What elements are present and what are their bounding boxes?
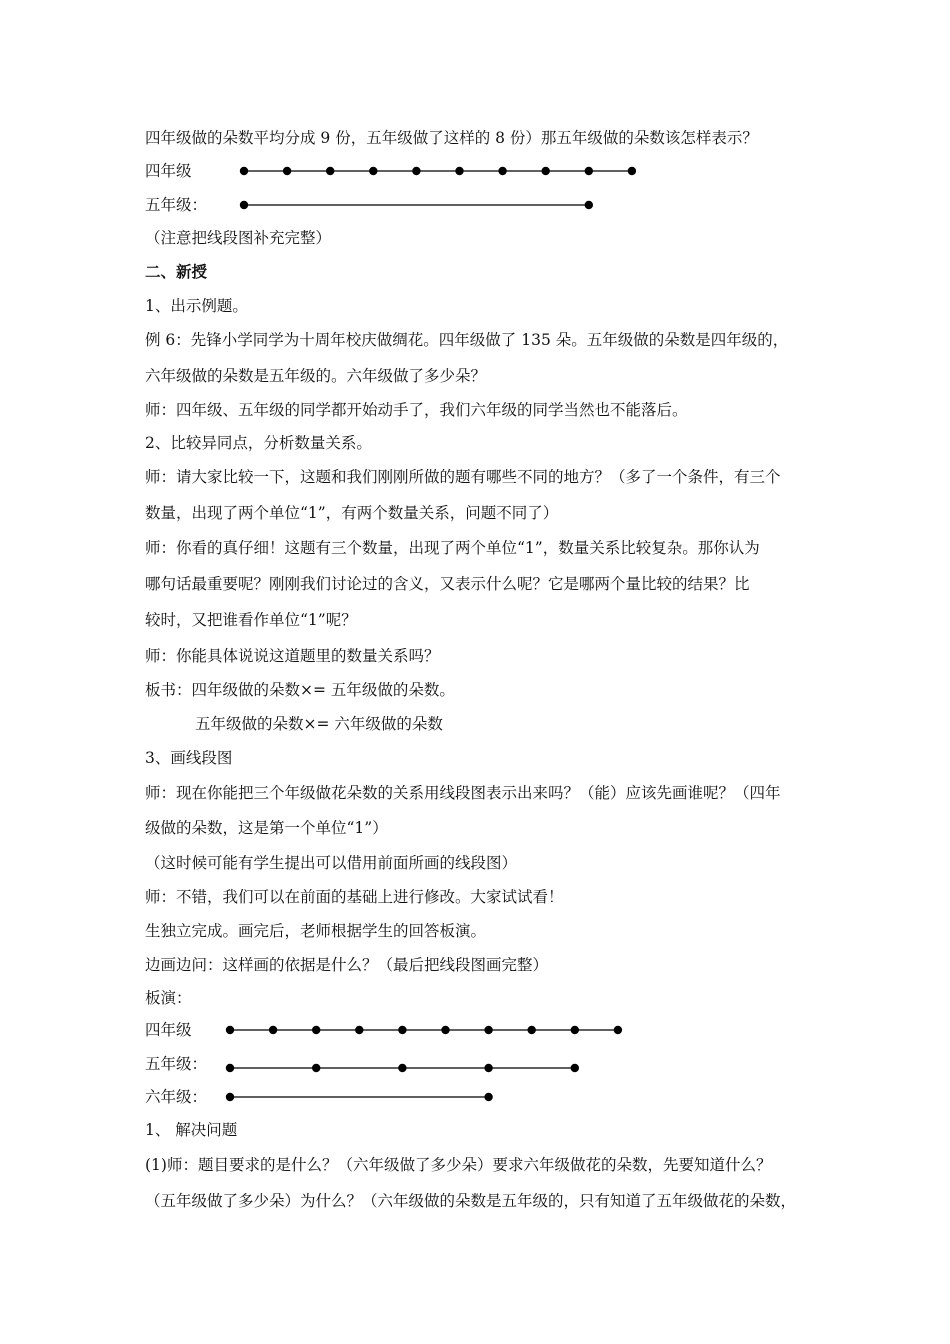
section-heading: 二、新授 bbox=[145, 262, 208, 281]
diagram2-fourth-dot bbox=[571, 1026, 579, 1034]
paragraph-line: 师：你看的真仔细！这题有三个数量，出现了两个单位“1”，数量关系比较复杂。那你认为 bbox=[145, 539, 760, 557]
paragraph-line: 板演： bbox=[145, 989, 192, 1007]
paragraph-line: (1)师：题目要求的是什么？（六年级做了多少朵）要求六年级做花的朵数，先要知道什么？ bbox=[145, 1156, 772, 1174]
diagram2-fourth-dot bbox=[355, 1026, 363, 1034]
paragraph-line: 师：现在你能把三个年级做花朵数的关系用线段图表示出来吗？（能）应该先画谁呢？（四年 bbox=[145, 784, 781, 802]
diagram2-label-fourth: 四年级 bbox=[145, 1021, 192, 1039]
step-heading: 2、比较异同点，分析数量关系。 bbox=[145, 434, 372, 452]
paragraph-line: 师：四年级、五年级的同学都开始动手了，我们六年级的同学当然也不能落后。 bbox=[145, 401, 688, 419]
note-line: （注意把线段图补充完整） bbox=[145, 229, 332, 247]
diagram2-label-sixth: 六年级： bbox=[145, 1088, 208, 1106]
step-heading: 1、出示例题。 bbox=[145, 297, 248, 315]
diagram2-fourth-dot bbox=[398, 1026, 406, 1034]
board-line: 五年级做的朵数×= 六年级做的朵数 bbox=[195, 715, 443, 733]
paragraph-line: 边画边问：这样画的依据是什么？（最后把线段图画完整） bbox=[145, 956, 549, 974]
diagram2-fourth-dot bbox=[614, 1026, 622, 1034]
step-heading: 1、 解决问题 bbox=[145, 1121, 238, 1139]
paragraph-line: 哪句话最重要呢？刚刚我们讨论过的含义，又表示什么呢？它是哪两个量比较的结果？比 bbox=[145, 575, 750, 593]
diagram2-fourth-dot bbox=[226, 1026, 234, 1034]
diagram2-fifth-dot bbox=[226, 1064, 234, 1072]
paragraph-line: 数量，出现了两个单位“1”，有两个数量关系，问题不同了） bbox=[145, 504, 559, 522]
diagram2-fifth-dot bbox=[312, 1064, 320, 1072]
example-line: 六年级做的朵数是五年级的。六年级做了多少朵？ bbox=[145, 367, 487, 385]
paragraph-line: 较时，又把谁看作单位“1”呢？ bbox=[145, 611, 357, 629]
diagram2-sixth-dot bbox=[226, 1093, 234, 1101]
diagram2-fifth-dot bbox=[398, 1064, 406, 1072]
diagram2-fourth-dot bbox=[528, 1026, 536, 1034]
paragraph-line: 四年级做的朵数平均分成 9 份，五年级做了这样的 8 份）那五年级做的朵数该怎样表示？ bbox=[145, 129, 758, 147]
diagram2-sixth-dot bbox=[484, 1093, 492, 1101]
diagram2-fifth-dot bbox=[571, 1064, 579, 1072]
paragraph-line: 级做的朵数，这是第一个单位“1”） bbox=[145, 819, 388, 837]
paragraph-line: （五年级做了多少朵）为什么？（六年级做的朵数是五年级的，只有知道了五年级做花的朵数， bbox=[145, 1192, 797, 1210]
paragraph-line: 师：你能具体说说这道题里的数量关系吗？ bbox=[145, 647, 440, 665]
diagram2-fourth-dot bbox=[312, 1026, 320, 1034]
diagram2-fourth-dot bbox=[269, 1026, 277, 1034]
diagram1-label-fifth: 五年级： bbox=[145, 196, 208, 214]
paragraph-line: 师：请大家比较一下，这题和我们刚刚所做的题有哪些不同的地方？（多了一个条件，有三个 bbox=[145, 468, 781, 486]
diagram2-label-fifth: 五年级： bbox=[145, 1055, 208, 1073]
diagram1-label-fourth: 四年级 bbox=[145, 162, 192, 180]
paragraph-line: 生独立完成。画完后，老师根据学生的回答板演。 bbox=[145, 922, 487, 940]
diagram2-fourth-dot bbox=[441, 1026, 449, 1034]
board-line: 板书：四年级做的朵数×= 五年级做的朵数。 bbox=[145, 681, 455, 699]
diagram2-fourth-dot bbox=[484, 1026, 492, 1034]
note-line: （这时候可能有学生提出可以借用前面所画的线段图） bbox=[145, 854, 518, 872]
diagram2-fifth-dot bbox=[484, 1064, 492, 1072]
step-heading: 3、画线段图 bbox=[145, 749, 233, 767]
paragraph-line: 师：不错，我们可以在前面的基础上进行修改。大家试试看！ bbox=[145, 888, 564, 906]
example-line: 例 6：先锋小学同学为十周年校庆做绸花。四年级做了 135 朵。五年级做的朵数是四年级的， bbox=[145, 331, 789, 349]
